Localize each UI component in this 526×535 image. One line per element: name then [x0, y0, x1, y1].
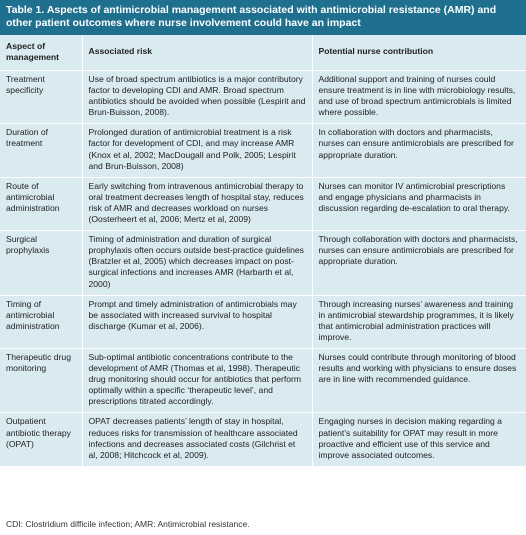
table-row — [0, 124, 526, 177]
table-row — [0, 71, 526, 124]
cell-contribution: Engaging nurses in decision making regarding a patient’s suitability for OPAT may result in more proactive and efficient use of this service and improve associated outcomes. — [312, 413, 526, 466]
cell-aspect: Route of antimicrobial administration — [0, 177, 82, 230]
table-title: Table 1. Aspects of antimicrobial management associated with antimicrobial resistance (AMR) and other patient outcomes where nurse involvement could have an impact — [0, 0, 526, 35]
cell-risk: OPAT decreases patients’ length of stay in hospital, reduces risks for transmission of healthcare associated infections and decreases associated costs (Gilchrist et al, 2008; Hitchcock et al, 2009). — [82, 413, 312, 466]
table-row — [0, 295, 526, 348]
header-row — [0, 35, 526, 71]
cell-risk: Prolonged duration of antimicrobial treatment is a risk factor for development of CDI, and may increase AMR (Knox et al, 2002; MacDougall and Polk, 2005; Lespirit and Brun-Buisson, 2008) — [82, 124, 312, 177]
cell-contribution: Nurses could contribute through monitoring of blood results and working with physicians to ensure doses are in line with recommended guidance. — [312, 348, 526, 412]
cell-contribution: Through collaboration with doctors and pharmacists, nurses can ensure antimicrobials are prescribed for appropriate duration. — [312, 231, 526, 295]
cell-risk: Prompt and timely administration of antimicrobials may be associated with increased survival to hospital discharge (Kumar et al, 2006). — [82, 295, 312, 348]
cell-contribution: In collaboration with doctors and pharmacists, nurses can ensure antimicrobials are prescribed for appropriate duration. — [312, 124, 526, 177]
cell-aspect: Therapeutic drug monitoring — [0, 348, 82, 412]
cell-risk: Use of broad spectrum antibiotics is a major contributory factor to developing CDI and AMR. Broad spectrum antibiotics should be avoided when possible (Lespirit and Brun-Buisson, 2008). — [82, 71, 312, 124]
cell-aspect: Treatment specificity — [0, 71, 82, 124]
table-footnote: CDI: Clostridium difficile infection; AMR: Antimicrobial resistance. — [6, 519, 250, 529]
cell-risk: Timing of administration and duration of surgical prophylaxis often occurs outside best-practice guidelines (Bratzler et al, 2005) which decreases impact on post-surgical infections and increases AMR (Harbarth et al, 2000) — [82, 231, 312, 295]
header-risk: Associated risk — [82, 35, 312, 71]
cell-aspect: Timing of antimicrobial administration — [0, 295, 82, 348]
cell-contribution: Nurses can monitor IV antimicrobial prescriptions and engage physicians and pharmacists in discussion regarding de-escalation to oral therapy. — [312, 177, 526, 230]
cell-contribution: Through increasing nurses’ awareness and training in antimicrobial stewardship programmes, it is likely that antimicrobial administration practices will improve. — [312, 295, 526, 348]
header-aspect: Aspect of management — [0, 35, 82, 71]
table-row — [0, 413, 526, 466]
data-table — [0, 35, 526, 467]
table-row — [0, 231, 526, 295]
table-row — [0, 177, 526, 230]
cell-aspect: Outpatient antibiotic therapy (OPAT) — [0, 413, 82, 466]
table-row — [0, 348, 526, 412]
cell-risk: Sub-optimal antibiotic concentrations contribute to the development of AMR (Thomas et al, 1998). Therapeutic drug monitoring should occur for antibiotics that perform optimally within a specific ‘therapeutic level’, and prescriptions titrated accordingly. — [82, 348, 312, 412]
cell-aspect: Duration of treatment — [0, 124, 82, 177]
cell-contribution: Additional support and training of nurses could ensure treatment is in line with microbiology results, and use of broad spectrum antimicrobials is limited where possible. — [312, 71, 526, 124]
cell-aspect: Surgical prophylaxis — [0, 231, 82, 295]
cell-risk: Early switching from intravenous antimicrobial therapy to oral treatment decreases length of hospital stay, reduces risk of AMR and decreases workload on nurses (Oosterheert et al, 2006; Mertz et al, 2009) — [82, 177, 312, 230]
header-contribution: Potential nurse contribution — [312, 35, 526, 71]
